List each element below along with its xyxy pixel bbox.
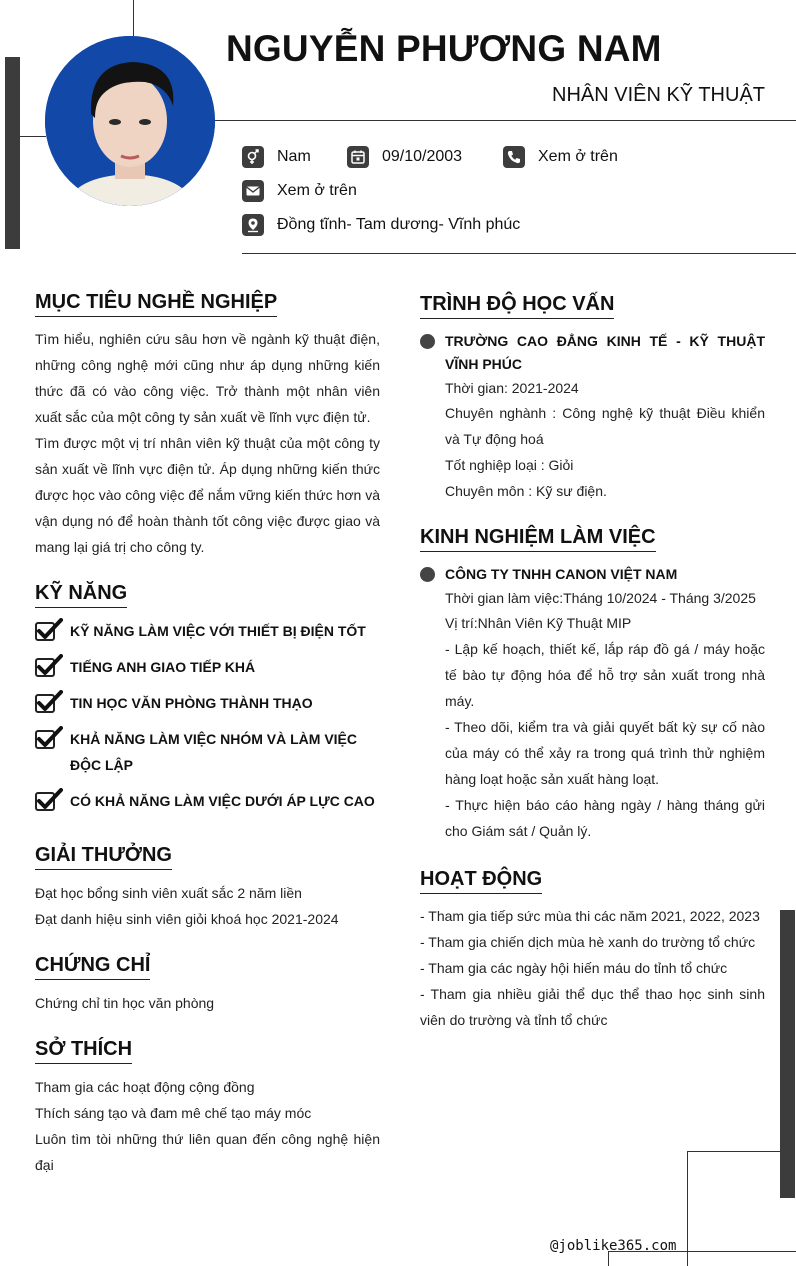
checkbox-check-icon [35,690,63,714]
info-gender [242,146,311,168]
activities-section [420,868,765,1033]
experience-line: Thời gian làm việc:Tháng 10/2024 - Tháng 3/2025 [445,590,756,606]
candidate-name: NGUYỄN PHƯƠNG NAM [226,28,662,69]
school-name: TRƯỜNG CAO ĐẲNG KINH TẾ - KỸ THUẬT VĨNH PHÚC [445,333,765,372]
bullet-dot [420,567,435,582]
skills-section [35,582,380,814]
skill-label: TIẾNG ANH GIAO TIẾP KHÁ [70,659,256,675]
avatar-portrait [45,36,215,206]
skill-label: TIN HỌC VĂN PHÒNG THÀNH THẠO [70,695,313,711]
bullet-dot [420,334,435,349]
info-email [242,180,357,202]
activities-title: HOẠT ĐỘNG [420,868,542,894]
avatar [45,36,215,206]
hobby-item: Luôn tìm tòi những thứ liên quan đến công nghệ hiện đại [35,1131,380,1173]
envelope-icon [242,180,264,202]
skill-label: CÓ KHẢ NĂNG LÀM VIỆC DƯỚI ÁP LỰC CAO [70,793,375,809]
skill-item [35,690,380,716]
objective-title: MỤC TIÊU NGHỀ NGHIỆP [35,291,277,317]
education-entry [420,330,765,504]
education-section [420,293,765,504]
education-line: Tốt nghiệp loại : Giỏi [445,457,574,473]
top-frame-line-vertical [133,0,134,36]
hobbies-title: SỞ THÍCH [35,1038,132,1064]
company-name: CÔNG TY TNHH CANON VIỆT NAM [445,566,678,582]
left-column [35,291,380,1178]
award-item: Đạt học bổng sinh viên xuất sắc 2 năm liền [35,885,302,901]
experience-line: - Theo dõi, kiểm tra và giải quyết bất kỳ sự cố nào của máy có thể xảy ra trong quá trình thử nghiệm hàng loạt hoặc sản xuất hàng loạt. [445,719,765,787]
address-value: Đồng tĩnh- Tam dương- Vĩnh phúc [277,216,521,233]
experience-entry [420,563,765,844]
phone-value: Xem ở trên [538,148,618,165]
objective-paragraph-2: Tìm được một vị trí nhân viên kỹ thuật của một công ty sản xuất về lĩnh vực điện tử. Áp dụng những kiến thức được học vào công việc để nắm vững kiến thức hơn và vận dụng nó để hoàn thành tốt công việc được giao và mang lại giá trị cho công ty. [35,435,380,555]
corner-frame-top [687,1151,780,1152]
experience-line: - Thực hiện báo cáo hàng ngày / hàng tháng gửi cho Giám sát / Quản lý. [445,797,765,839]
objective-section [35,291,380,560]
calendar-icon [347,146,369,168]
education-line: Thời gian: 2021-2024 [445,380,579,396]
left-frame-line-horizontal [20,136,46,137]
experience-line: - Lập kế hoạch, thiết kế, lắp ráp đồ gá / máy hoặc tế bào tự động hóa để hỗ trợ sản xuất trong nhà máy. [445,641,765,709]
dob-value: 09/10/2003 [382,148,463,165]
education-line: Chuyên môn : Kỹ sư điện. [445,483,607,499]
email-value: Xem ở trên [277,182,357,199]
activity-item: - Tham gia chiến dịch mùa hè xanh do trường tổ chức [420,934,756,950]
header-divider-top [214,120,796,121]
skill-item [35,788,380,814]
checkbox-check-icon [35,618,63,642]
checkbox-check-icon [35,788,63,812]
location-pin-icon [242,214,264,236]
skills-title: KỸ NĂNG [35,582,127,608]
skill-item [35,654,380,680]
job-title: NHÂN VIÊN KỸ THUẬT [552,84,765,106]
experience-title: KINH NGHIỆM LÀM VIỆC [420,526,656,552]
education-line: Chuyên nghành : Công nghệ kỹ thuật Điều khiển và Tự động hoá [445,405,765,447]
certificate-item: Chứng chỉ tin học văn phòng [35,995,215,1011]
skill-label: KHẢ NĂNG LÀM VIỆC NHÓM VÀ LÀM VIỆC ĐỘC LẬP [70,731,357,773]
skill-item [35,726,380,778]
checkbox-check-icon [35,726,63,750]
certificates-title: CHỨNG CHỈ [35,954,150,980]
phone-icon [503,146,525,168]
award-item: Đạt danh hiệu sinh viên giỏi khoá học 2021-2024 [35,911,339,927]
gender-value: Nam [277,148,311,165]
hobby-item: Tham gia các hoạt động cộng đồng [35,1079,255,1095]
info-dob [347,146,462,168]
right-column [420,293,765,1033]
objective-paragraph-1: Tìm hiểu, nghiên cứu sâu hơn về ngành kỹ thuật điện, những công nghệ mới cũng như áp dụng những kiến thức đã có vào công việc. Trở thành một nhân viên xuất sắc của một công ty sản xuất về lĩnh vực điện tử. [35,331,380,425]
awards-section [35,844,380,932]
right-accent-bar [780,910,795,1198]
activity-item: - Tham gia nhiều giải thể dục thể thao học sinh sinh viên do trường và tỉnh tổ chức [420,986,765,1028]
certificates-section [35,954,380,1016]
hobbies-section [35,1038,380,1178]
education-title: TRÌNH ĐỘ HỌC VẤN [420,293,614,319]
corner-frame-left [687,1151,688,1266]
info-address [242,214,520,236]
activity-item: - Tham gia các ngày hội hiến máu do tỉnh tổ chức [420,960,728,976]
info-phone [503,146,618,168]
experience-line: Vị trí:Nhân Viên Kỹ Thuật MIP [445,615,632,631]
left-accent-bar [5,57,20,249]
watermark: @joblike365.com [550,1238,677,1254]
activity-item: - Tham gia tiếp sức mùa thi các năm 2021, 2022, 2023 [420,908,760,924]
gender-icon [242,146,264,168]
experience-section [420,526,765,844]
header-divider-bottom [242,253,796,254]
skill-label: KỸ NĂNG LÀM VIỆC VỚI THIẾT BỊ ĐIỆN TỐT [70,623,366,639]
checkbox-check-icon [35,654,63,678]
skill-item [35,618,380,644]
hobby-item: Thích sáng tạo và đam mê chế tạo máy móc [35,1105,312,1121]
awards-title: GIẢI THƯỞNG [35,844,172,870]
